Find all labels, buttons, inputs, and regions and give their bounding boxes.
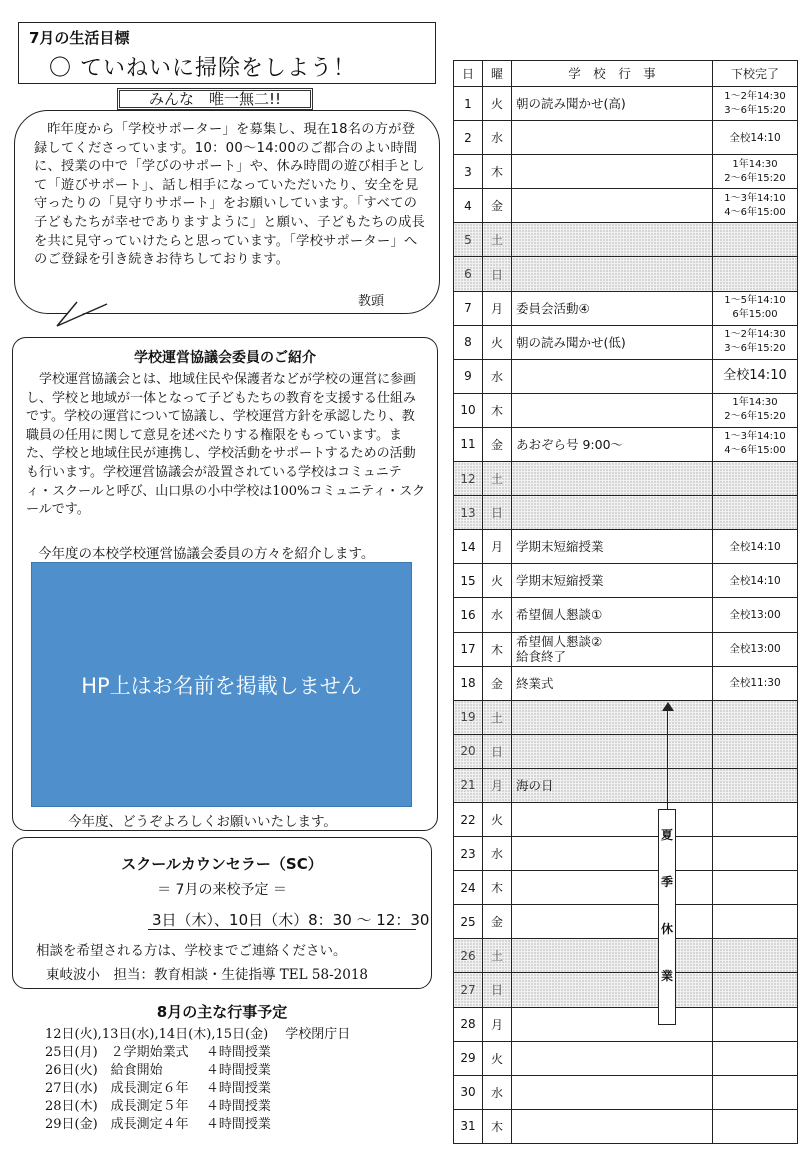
calendar-dismissal [713, 871, 798, 905]
calendar-dismissal: 1～2年14:30 3～6年15:20 [713, 325, 798, 359]
calendar-day: 26 [454, 939, 483, 973]
calendar-event [512, 1007, 713, 1041]
vacation-char: 休 [660, 922, 673, 936]
calendar-weekday: 木 [483, 393, 512, 427]
calendar-dismissal [713, 768, 798, 802]
calendar-event [512, 734, 713, 768]
calendar-dismissal: 1～2年14:30 3～6年15:20 [713, 87, 798, 121]
names-withheld-text: HP上はお名前を掲載しません [81, 673, 362, 698]
monthly-goal-title: 7月の生活目標 [29, 29, 130, 47]
calendar-dismissal [713, 700, 798, 734]
table-row [454, 427, 798, 461]
calendar-day: 30 [454, 1075, 483, 1109]
calendar-event: 学期末短縮授業 [512, 564, 713, 598]
calendar-day: 13 [454, 496, 483, 530]
calendar-event: 終業式 [512, 666, 713, 700]
calendar-event [512, 462, 713, 496]
calendar-dismissal: 全校13:00 [713, 632, 798, 666]
calendar-event [512, 189, 713, 223]
calendar-day: 31 [454, 1109, 483, 1143]
calendar-weekday: 木 [483, 155, 512, 189]
calendar-day: 24 [454, 871, 483, 905]
calendar-dismissal [713, 939, 798, 973]
table-row [454, 632, 798, 666]
calendar-weekday: 日 [483, 257, 512, 291]
calendar-weekday: 火 [483, 802, 512, 836]
calendar-event: あおぞら号 9:00～ [512, 427, 713, 461]
calendar-day: 2 [454, 121, 483, 155]
calendar-dismissal [713, 496, 798, 530]
calendar-weekday: 金 [483, 189, 512, 223]
monthly-goal-text: 〇 ていねいに掃除をしよう！ [49, 56, 356, 81]
calendar-dismissal: 1年14:30 2～6年15:20 [713, 155, 798, 189]
calendar-dismissal [713, 905, 798, 939]
table-row [454, 905, 798, 939]
calendar-event [512, 359, 713, 393]
monthly-goal-box [18, 22, 436, 84]
calendar-dismissal [713, 1041, 798, 1075]
calendar-dismissal: 全校14:10 [713, 530, 798, 564]
council-title: 学校運営協議会委員のご紹介 [134, 350, 316, 366]
july-calendar-table [453, 60, 798, 1144]
calendar-dismissal: 全校11:30 [713, 666, 798, 700]
calendar-weekday: 木 [483, 632, 512, 666]
table-row [454, 734, 798, 768]
table-row [454, 837, 798, 871]
calendar-event [512, 973, 713, 1007]
list-item: 27日(水) 成長測定６年 ４時間授業 [45, 1081, 271, 1097]
calendar-event: 朝の読み聞かせ(高) [512, 87, 713, 121]
table-row [454, 155, 798, 189]
calendar-day: 1 [454, 87, 483, 121]
calendar-day: 20 [454, 734, 483, 768]
calendar-event [512, 393, 713, 427]
calendar-dismissal [713, 734, 798, 768]
calendar-event [512, 155, 713, 189]
calendar-event [512, 871, 713, 905]
table-row [454, 598, 798, 632]
calendar-weekday: 日 [483, 496, 512, 530]
calendar-day: 18 [454, 666, 483, 700]
calendar-weekday: 木 [483, 871, 512, 905]
calendar-weekday: 火 [483, 1041, 512, 1075]
calendar-weekday: 月 [483, 530, 512, 564]
table-row [454, 1041, 798, 1075]
table-row [454, 393, 798, 427]
calendar-day: 25 [454, 905, 483, 939]
calendar-event [512, 939, 713, 973]
table-row [454, 700, 798, 734]
calendar-event [512, 496, 713, 530]
calendar-event: 委員会活動④ [512, 291, 713, 325]
table-row [454, 768, 798, 802]
calendar-weekday: 土 [483, 700, 512, 734]
calendar-day: 17 [454, 632, 483, 666]
vacation-char: 業 [660, 969, 673, 983]
calendar-event: 海の日 [512, 768, 713, 802]
calendar-weekday: 水 [483, 598, 512, 632]
calendar-day: 16 [454, 598, 483, 632]
table-row [454, 121, 798, 155]
calendar-day: 11 [454, 427, 483, 461]
table-row [454, 462, 798, 496]
table-row [454, 87, 798, 121]
calendar-dismissal [713, 257, 798, 291]
calendar-event [512, 905, 713, 939]
calendar-event: 希望個人懇談① [512, 598, 713, 632]
calendar-event [512, 1075, 713, 1109]
august-events-title: 8月の主な行事予定 [156, 1003, 288, 1021]
council-closing: 今年度、どうぞよろしくお願いいたします。 [68, 814, 337, 830]
calendar-dismissal [713, 223, 798, 257]
table-row [454, 325, 798, 359]
table-row [454, 871, 798, 905]
calendar-day: 28 [454, 1007, 483, 1041]
table-row [454, 564, 798, 598]
calendar-day: 9 [454, 359, 483, 393]
table-row [454, 1007, 798, 1041]
calendar-dismissal: 全校14:10 [713, 564, 798, 598]
school-counselor-subtitle: ＝ 7月の来校予定 ＝ [157, 882, 287, 898]
calendar-day: 7 [454, 291, 483, 325]
calendar-weekday: 木 [483, 1109, 512, 1143]
calendar-weekday: 土 [483, 223, 512, 257]
calendar-weekday: 火 [483, 325, 512, 359]
calendar-event [512, 700, 713, 734]
calendar-dismissal: 1年14:30 2～6年15:20 [713, 393, 798, 427]
motto-banner: みんな 唯一無二!! [117, 88, 313, 110]
vacation-char: 夏 [660, 828, 673, 842]
calendar-dismissal: 1～5年14:10 6年15:00 [713, 291, 798, 325]
table-row [454, 530, 798, 564]
calendar-dismissal [713, 837, 798, 871]
calendar-day: 4 [454, 189, 483, 223]
table-row [454, 1109, 798, 1143]
school-supporter-message: 昨年度から「学校サポーター」を募集し、現在18名の方が登録してくださっています。10：00～14:00のご都合のよい時間に、授業の中で「学びのサポート」や、休み時間の遊び相手として「遊びサポート」、話し相手になっていただいたり、安全を見守ったりの「見守りサポート」をお願いしています。「すべての子どもたちが幸せでありますように」と願い、子どもたちの成長を共に見守っていけたらと思っています。「学校サポーター」へのご登録を引き続きお待ちしております。 [34, 122, 426, 268]
table-row [454, 223, 798, 257]
calendar-day: 8 [454, 325, 483, 359]
dates-underline [148, 929, 416, 930]
calendar-weekday: 火 [483, 87, 512, 121]
council-intro: 今年度の本校学校運営協議会委員の方々を紹介します。 [38, 546, 375, 562]
calendar-event: 朝の読み聞かせ(低) [512, 325, 713, 359]
calendar-event: 学期末短縮授業 [512, 530, 713, 564]
calendar-event [512, 223, 713, 257]
calendar-weekday: 月 [483, 1007, 512, 1041]
table-row [454, 939, 798, 973]
calendar-dismissal [713, 1007, 798, 1041]
list-item: 26日(火) 給食開始 ４時間授業 [45, 1063, 271, 1079]
vacation-arrow-line [667, 710, 668, 810]
summer-vacation-label [658, 809, 676, 1025]
calendar-day: 3 [454, 155, 483, 189]
list-item: 28日(木) 成長測定５年 ４時間授業 [45, 1099, 271, 1115]
calendar-dismissal [713, 973, 798, 1007]
table-row [454, 359, 798, 393]
calendar-event [512, 257, 713, 291]
list-item: 25日(月) ２学期始業式 ４時間授業 [45, 1045, 271, 1061]
vacation-char: 季 [660, 875, 673, 889]
header-day: 日 [454, 61, 483, 87]
calendar-day: 21 [454, 768, 483, 802]
table-row [454, 496, 798, 530]
calendar-event: 希望個人懇談② 給食終了 [512, 632, 713, 666]
school-counselor-title: スクールカウンセラー（SC） [121, 855, 323, 873]
calendar-event [512, 1109, 713, 1143]
calendar-weekday: 水 [483, 837, 512, 871]
names-withheld-notice [31, 562, 412, 807]
calendar-day: 10 [454, 393, 483, 427]
calendar-day: 19 [454, 700, 483, 734]
calendar-weekday: 金 [483, 666, 512, 700]
calendar-day: 15 [454, 564, 483, 598]
august-events-list [45, 1026, 350, 1135]
calendar-weekday: 金 [483, 905, 512, 939]
calendar-header-row [454, 61, 798, 87]
header-dismissal: 下校完了 [713, 61, 798, 87]
calendar-weekday: 水 [483, 1075, 512, 1109]
calendar-weekday: 月 [483, 768, 512, 802]
calendar-weekday: 日 [483, 973, 512, 1007]
calendar-dismissal [713, 1075, 798, 1109]
calendar-dismissal: 1～3年14:10 4～6年15:00 [713, 189, 798, 223]
calendar-dismissal: 全校14:10 [713, 121, 798, 155]
calendar-dismissal: 全校14:10 [713, 359, 798, 393]
calendar-day: 12 [454, 462, 483, 496]
calendar-weekday: 月 [483, 291, 512, 325]
table-row [454, 802, 798, 836]
calendar-event [512, 837, 713, 871]
message-signature: 教頭 [358, 294, 385, 309]
calendar-day: 27 [454, 973, 483, 1007]
calendar-dismissal: 全校13:00 [713, 598, 798, 632]
school-counselor-note: 相談を希望される方は、学校までご連絡ください。 [36, 943, 347, 959]
calendar-weekday: 土 [483, 462, 512, 496]
calendar-day: 5 [454, 223, 483, 257]
calendar-dismissal [713, 1109, 798, 1143]
council-description: 学校運営協議会とは、地域住民や保護者などが学校の運営に参画し、学校と地域が一体となって子どもたちの教育を支援する仕組みです。学校の運営について協議し、学校運営方針を承認したり、教職員の任用に関して意見を述べたりする権限をもっています。また、学校と地域住民が連携し、学校活動をサポートするための活動も行います。学校運営協議会が設置されている学校はコミュニティ・スクールと呼び、山口県の小中学校は100%コミュニティ・スクールです。 [26, 372, 426, 518]
header-weekday: 曜 [483, 61, 512, 87]
table-row [454, 1075, 798, 1109]
calendar-weekday: 水 [483, 359, 512, 393]
calendar-event [512, 1041, 713, 1075]
table-row [454, 189, 798, 223]
school-counselor-dates: 3日（木）、10日（木）8：30 ～ 12：30 [152, 911, 430, 929]
school-contact: 東岐波小 担当：教育相談・生徒指導 TEL 58-2018 [46, 967, 369, 983]
calendar-dismissal [713, 462, 798, 496]
list-item: 29日(金) 成長測定４年 ４時間授業 [45, 1117, 271, 1133]
table-row [454, 666, 798, 700]
calendar-weekday: 土 [483, 939, 512, 973]
calendar-weekday: 水 [483, 121, 512, 155]
table-row [454, 291, 798, 325]
header-event: 学 校 行 事 [512, 61, 713, 87]
table-row [454, 973, 798, 1007]
calendar-day: 6 [454, 257, 483, 291]
calendar-weekday: 日 [483, 734, 512, 768]
list-item: 12日(火),13日(水),14日(木),15日(金) 学校閉庁日 [45, 1027, 351, 1042]
calendar-day: 23 [454, 837, 483, 871]
arrow-up-icon [662, 702, 674, 711]
calendar-weekday: 金 [483, 427, 512, 461]
calendar-body [454, 87, 798, 1144]
table-row [454, 257, 798, 291]
calendar-event [512, 121, 713, 155]
calendar-weekday: 火 [483, 564, 512, 598]
calendar-dismissal: 1～3年14:10 4～6年15:00 [713, 427, 798, 461]
calendar-day: 22 [454, 802, 483, 836]
calendar-event [512, 802, 713, 836]
calendar-day: 29 [454, 1041, 483, 1075]
calendar-dismissal [713, 802, 798, 836]
speech-bubble-tail-icon [55, 300, 115, 328]
calendar-day: 14 [454, 530, 483, 564]
